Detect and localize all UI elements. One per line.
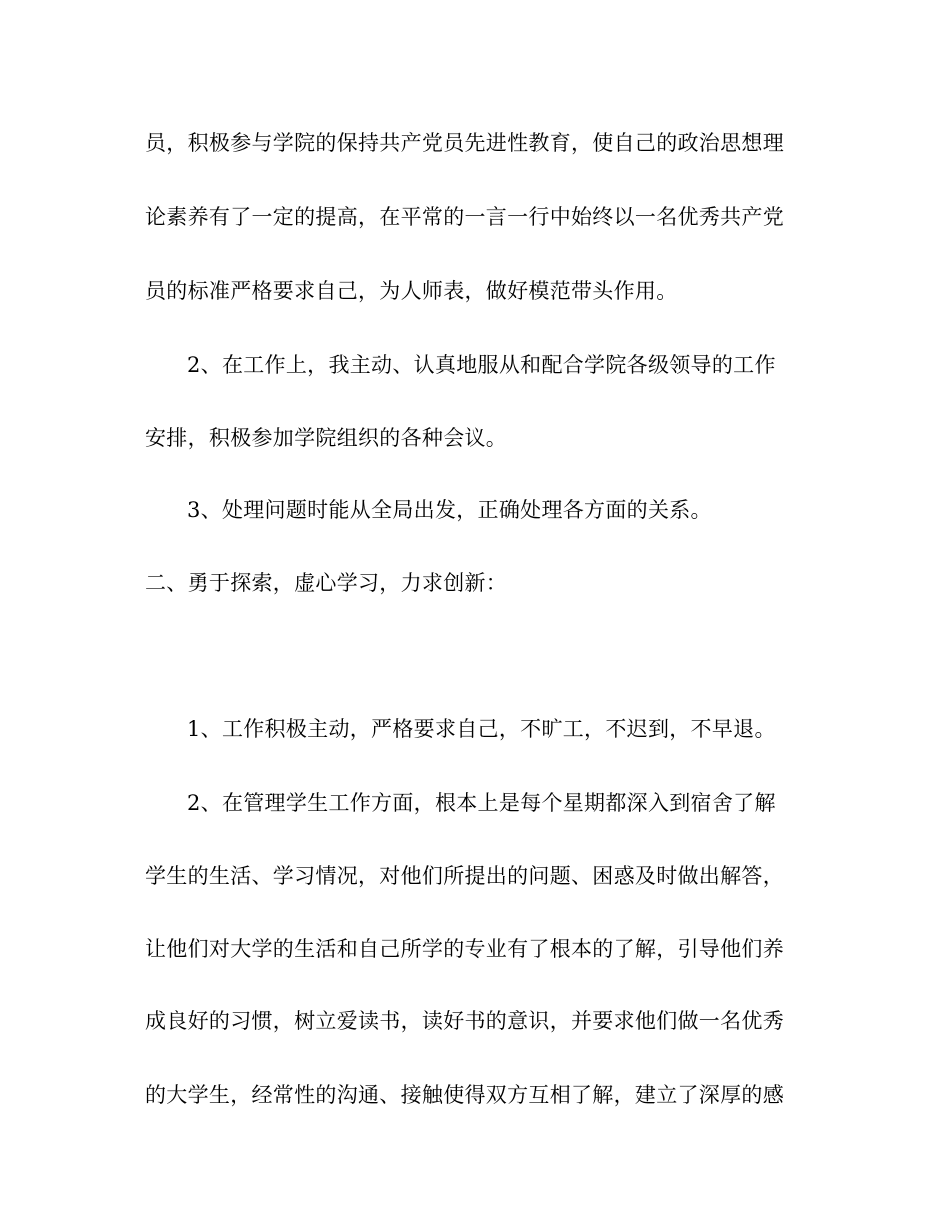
paragraph-start-line: 1、工作积极主动，严格要求自己，不旷工，不迟到，不早退。 bbox=[187, 717, 776, 741]
text-line: 的大学生，经常性的沟通、接触使得双方互相了解，建立了深厚的感 bbox=[145, 1083, 784, 1107]
section-heading: 二、勇于探索，虚心学习，力求创新： bbox=[145, 571, 508, 595]
text-line: 安排，积极参加学院组织的各种会议。 bbox=[145, 426, 508, 450]
text-line: 员，积极参与学院的保持共产党员先进性教育，使自己的政治思想理 bbox=[145, 131, 784, 155]
paragraph-start-line: 2、在工作上，我主动、认真地服从和配合学院各级领导的工作 bbox=[187, 353, 776, 377]
paragraph-start-line: 2、在管理学生工作方面，根本上是每个星期都深入到宿舍了解 bbox=[187, 791, 776, 815]
text-line: 员的标准严格要求自己，为人师表，做好模范带头作用。 bbox=[145, 279, 678, 303]
text-line: 论素养有了一定的提高，在平常的一言一行中始终以一名优秀共产党 bbox=[145, 205, 784, 229]
text-line: 学生的生活、学习情况，对他们所提出的问题、困惑及时做出解答， bbox=[145, 864, 784, 888]
text-line: 成良好的习惯，树立爱读书，读好书的意识，并要求他们做一名优秀 bbox=[145, 1009, 784, 1033]
text-line: 让他们对大学的生活和自己所学的专业有了根本的了解，引导他们养 bbox=[145, 937, 784, 961]
paragraph-start-line: 3、处理问题时能从全局出发，正确处理各方面的关系。 bbox=[187, 498, 712, 522]
